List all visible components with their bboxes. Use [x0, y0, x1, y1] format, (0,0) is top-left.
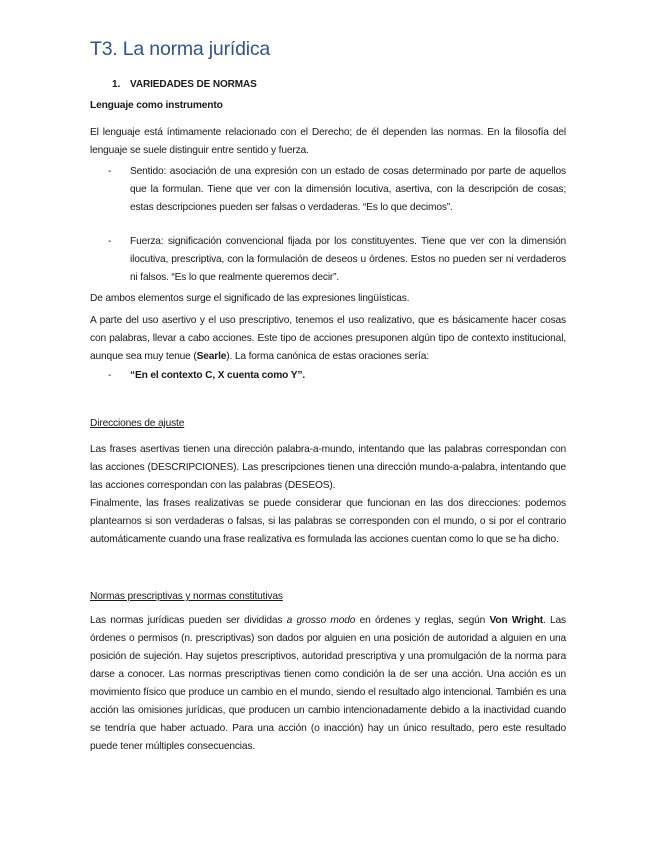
paragraph-realizativo: [90, 312, 566, 366]
realizativo-text-b: ). La forma canónica de estas oraciones sería:: [226, 351, 429, 362]
section-heading: [112, 79, 257, 90]
paragraph-realizativas: Finalmente, las frases realizativas se puede considerar que funcionan en las dos direcciones: podemos plantearnos si son verdaderas o falsas, si las palabras se corresponden con el mundo, o si por el contrario automáticamente cuando una frase realizativa es formulada las acciones cuentan como lo que se ha dicho.: [90, 498, 566, 545]
lenguaje-heading: Lenguaje como instrumento: [90, 100, 223, 111]
paragraph-significado: De ambos elementos surge el significado de las expresiones lingüísticas.: [90, 293, 410, 304]
bullet-formula: [108, 367, 566, 385]
direcciones-heading: Direcciones de ajuste: [90, 418, 185, 429]
normas-heading: Normas prescriptivas y normas constitutivas: [90, 591, 283, 602]
von-wright-name: Von Wright: [489, 615, 544, 626]
normas-text-a: Las normas jurídicas pueden ser divididas: [90, 615, 287, 626]
section-number: 1.: [112, 79, 121, 90]
bullet-dash: -: [108, 370, 112, 381]
searle-name: Searle: [196, 351, 227, 362]
normas-text-b: en órdenes y reglas, según: [355, 615, 490, 626]
bullet-dash: -: [108, 166, 112, 177]
bullet-dash: -: [108, 236, 112, 247]
page-title: T3. La norma jurídica: [90, 38, 271, 60]
bullet-sentido: [108, 163, 566, 217]
bullet-text: Sentido: asociación de una expresión con un estado de cosas determinado por parte de aquellos que la formulan. Tiene que ver con la dimensión locutiva, asertiva, con la descripción de cosas; estas descripciones pueden ser falsas o verdaderas. “Es lo que decimos”.: [130, 166, 566, 213]
normas-text-c: . Las órdenes o permisos (n. prescriptivas) son dados por alguien en una posición de autoridad a alguien en una posición de sujeción. Hay sujetos prescriptivos, autoridad prescriptiva y una promulgación de la norma para darse a conocer. Las normas prescriptivas tienen como condición la de ser una acción. Una acción es un movimiento físico que produce un cambio en el mundo, siendo el resultado algo intencional. También es una acción las omisiones jurídicas, que producen un cambio intencionadamente debido a la inactividad cuando se tendría que haber actuado. Para una acción (o inacción) hay un único resultado, pero este resultado puede tener múltiples consecuencias.: [90, 615, 566, 752]
formula-text: “En el contexto C, X cuenta como Y”.: [130, 370, 305, 381]
realizativo-text-a: A parte del uso asertivo y el uso prescriptivo, tenemos el uso realizativo, que es básicamente hacer cosas con palabras, llevar a cabo acciones. Este tipo de acciones presuponen algún tipo de contexto institucional, aunque sea muy tenue (: [90, 315, 566, 362]
paragraph-direcciones: Las frases asertivas tienen una dirección palabra-a-mundo, intentando que las palabras correspondan con las acciones (DESCRIPCIONES). Las prescripciones tienen una dirección mundo-a-palabra, intentando que las acciones correspondan con las palabras (DESEOS).: [90, 444, 566, 491]
grosso-modo-text: a grosso modo: [286, 615, 356, 626]
bullet-fuerza: [108, 233, 566, 287]
bullet-text: Fuerza: significación convencional fijada por los constituyentes. Tiene que ver con la dimensión ilocutiva, prescriptiva, con la formulación de deseos u órdenes. Estos no pueden ser ni verdaderos ni falsos. “Es lo que realmente queremos decir”.: [130, 236, 566, 283]
paragraph-intro: El lenguaje está íntimamente relacionado con el Derecho; de él dependen las normas. En la filosofía del lenguaje se suele distinguir entre sentido y fuerza.: [90, 127, 566, 156]
paragraph-normas: [90, 612, 566, 756]
section-label: VARIEDADES DE NORMAS: [130, 79, 257, 90]
